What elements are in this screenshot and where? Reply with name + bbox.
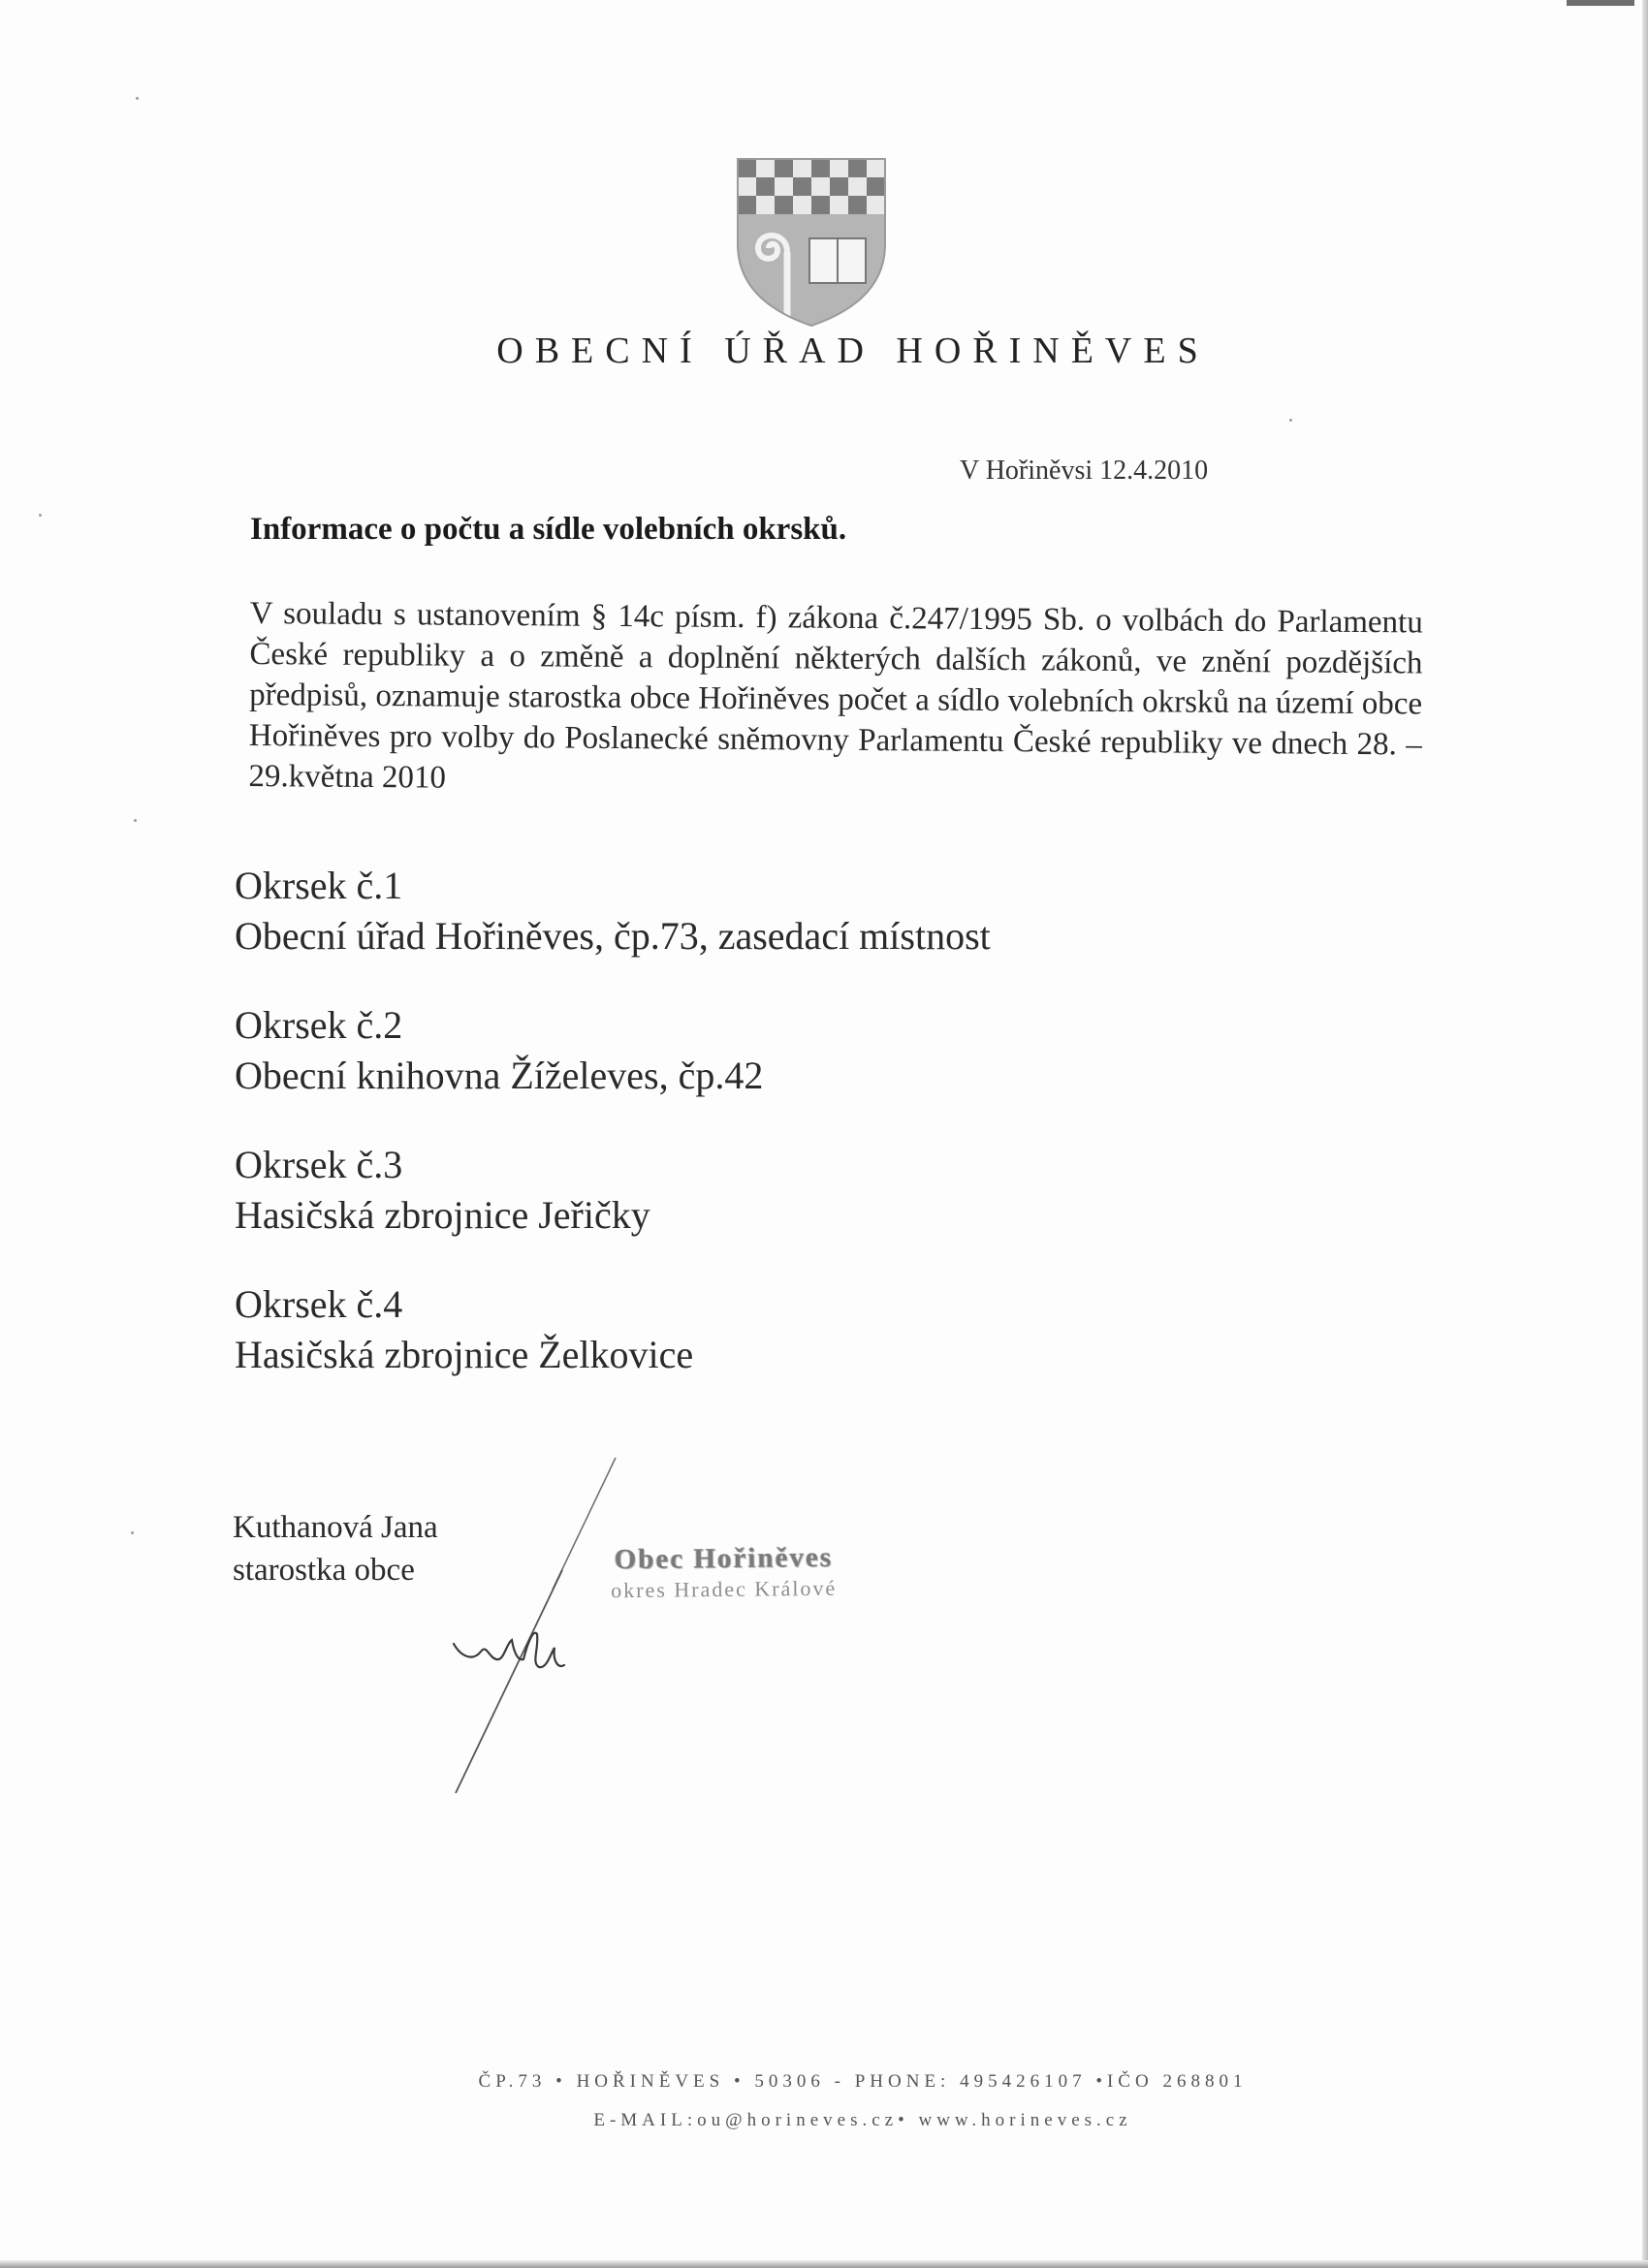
coat-of-arms-icon	[734, 155, 889, 330]
signer-block	[233, 1506, 438, 1591]
scan-mark	[1567, 0, 1634, 6]
district-item	[235, 1279, 1301, 1380]
footer-address: ČP.73 • HOŘINĚVES • 50306 - PHONE: 495426107 •IČO 268801	[478, 2071, 1248, 2092]
district-list	[235, 861, 1301, 1419]
signer-role: starostka obce	[233, 1553, 415, 1588]
district-item	[235, 1140, 1301, 1241]
signer-name: Kuthanová Jana	[233, 1510, 438, 1545]
scan-edge-bottom	[0, 2260, 1648, 2268]
district-label: Okrsek č.2	[235, 1003, 403, 1047]
district-place: Obecní úřad Hořiněves, čp.73, zasedací místnost	[235, 914, 991, 958]
document-heading: Informace o počtu a sídle volebních okrsků.	[250, 512, 847, 547]
district-label: Okrsek č.1	[235, 864, 403, 907]
date-line: V Hořiněvsi 12.4.2010	[960, 456, 1209, 486]
office-title: OBECNÍ ÚŘAD HOŘINĚVES	[496, 331, 1210, 371]
district-item	[235, 1000, 1301, 1101]
scan-speck	[131, 1531, 134, 1534]
district-item	[235, 861, 1301, 961]
footer-contact: E-MAIL:ou@horineves.cz• www.horineves.cz	[593, 2110, 1132, 2130]
scan-speck	[134, 819, 137, 822]
district-place: Hasičská zbrojnice Želkovice	[235, 1333, 694, 1376]
official-stamp	[611, 1542, 838, 1603]
district-label: Okrsek č.4	[235, 1282, 403, 1326]
footer	[0, 2063, 1648, 2140]
scan-speck	[1289, 419, 1292, 422]
scan-speck	[39, 514, 42, 517]
district-label: Okrsek č.3	[235, 1143, 403, 1186]
stamp-line-2: okres Hradec Králové	[611, 1575, 838, 1603]
district-place: Obecní knihovna Žíželeves, čp.42	[235, 1054, 764, 1097]
body-paragraph: V souladu s ustanovením § 14c písm. f) zákona č.247/1995 Sb. o volbách do Parlamentu České republiky a o změně a doplnění některých dalších zákonů, ve znění pozdějších předpisů, oznamuje starostka obce Hořiněves počet a sídlo volebních okrsků na území obce Hořiněves pro volby do Poslanecké sněmovny Parlamentu České republiky ve dnech 28. – 29.května 2010	[248, 595, 1423, 796]
district-place: Hasičská zbrojnice Jeřičky	[235, 1193, 650, 1237]
signature-scribble	[417, 1454, 630, 1803]
stamp-line-1: Obec Hořiněves	[614, 1541, 834, 1576]
scan-speck	[136, 97, 139, 100]
